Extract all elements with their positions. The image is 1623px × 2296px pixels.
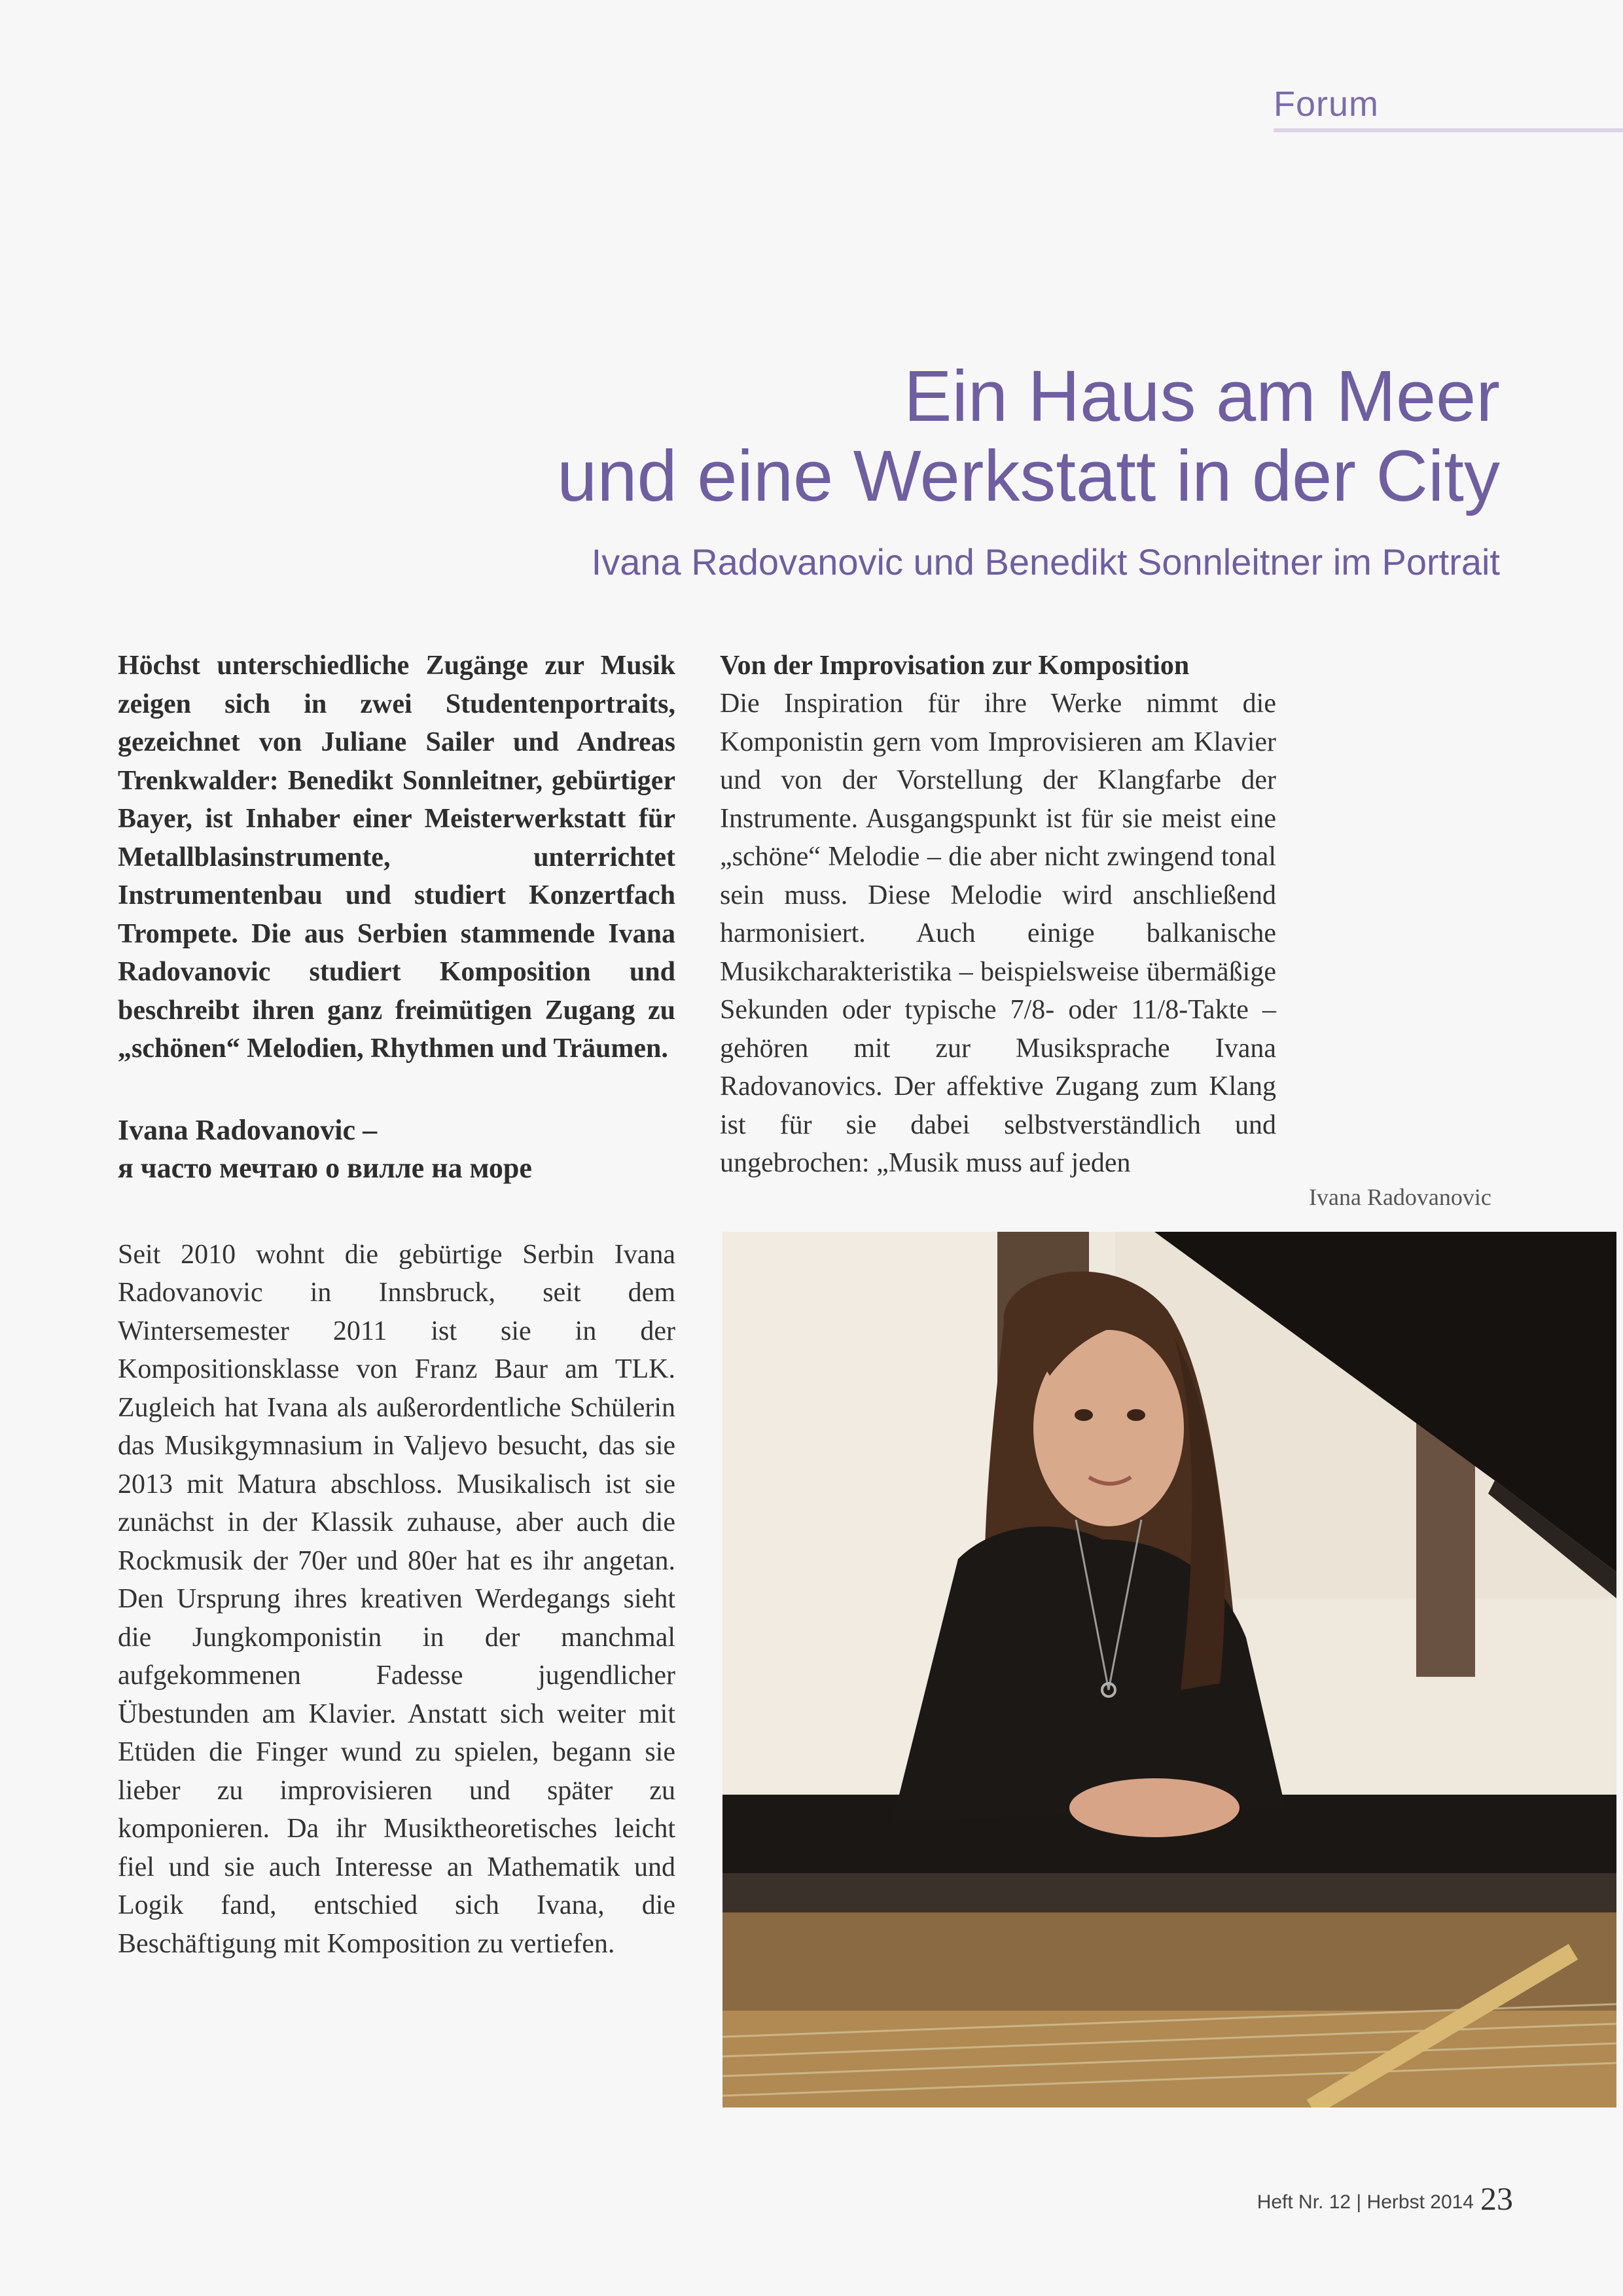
portrait-photo (722, 1232, 1616, 2108)
photo-caption: Ivana Radovanovic (1309, 1184, 1491, 1210)
section-label: Forum (1274, 84, 1380, 124)
title-line-1: Ein Haus am Meer (904, 356, 1500, 437)
issue-info: Heft Nr. 12 | Herbst 2014 (1257, 2191, 1474, 2213)
section-heading-ivana (118, 1111, 675, 1187)
article-subtitle: Ivana Radovanovic und Benedikt Sonnleitner im Portrait (591, 541, 1500, 583)
section-heading-line-1: Ivana Radovanovic – (118, 1113, 378, 1146)
lead-paragraph: Höchst unterschiedliche Zugänge zur Musik zeigen sich in zwei Studentenportraits, gezeichnet von Juliane Sailer und Andreas Trenkwalder: Benedikt Sonnleitner, gebürtiger Bayer, ist Inhaber einer Meisterwerkstatt für Metallblasinstrumente, unterrichtet Instrumentenbau und studiert Konzertfach Trompete. Die aus Serbien stammende Ivana Radovanovic studiert Komposition und beschreibt ihren ganz freimütigen Zugang zu „schönen“ Melodien, Rhythmen und Träumen. (118, 651, 675, 1064)
article-title (393, 357, 1500, 516)
page-number: 23 (1480, 2180, 1513, 2217)
title-line-2: und eine Werkstatt in der City (557, 436, 1500, 516)
body-paragraph-improvisation: Die Inspiration für ihre Werke nimmt die Komponistin gern vom Improvisieren am Klavier und von der Vorstellung der Klangfarbe der Instrumente. Ausgangspunkt ist für sie meist eine „schöne“ Melodie – die aber nicht zwingend tonal sein muss. Diese Melodie wird anschließend harmonisiert. Auch einige balkanische Musikcharakteristika – beispielsweise übermäßige Sekunden oder typische 7/8- oder 11/8-Takte – gehören mit zur Musiksprache Ivana Radovanovics. Der affektive Zugang zum Klang ist für sie dabei selbstverständlich und ungebrochen: „Musik muss auf jeden (720, 689, 1276, 1178)
body-paragraph-ivana: Seit 2010 wohnt die gebürtige Serbin Ivana Radovanovic in Innsbruck, seit dem Wintersemester 2011 ist sie in der Kompositionsklasse von Franz Baur am TLK. Zugleich hat Ivana als außerordentliche Schülerin das Musikgymnasium in Valjevo besucht, das sie 2013 mit Matura abschloss. Musikalisch ist sie zunächst in der Klassik zuhause, aber auch die Rockmusik der 70er und 80er hat es ihr angetan. Den Ursprung ihres kreativen Werdegangs sieht die Jungkomponistin in der manchmal aufgekommenen Fadesse jugendlicher Übestunden am Klavier. Anstatt sich weiter mit Etüden die Finger wund zu spielen, begann sie lieber zu improvisieren und später zu komponieren. Da ihr Musiktheoretisches leicht fiel und sie auch Interesse an Mathematik und Logik fand, entschied sich Ivana, die Beschäftigung mit Komposition zu vertiefen. (118, 1239, 675, 1959)
right-column (720, 647, 1276, 1183)
section-divider (1274, 128, 1623, 132)
section-heading-line-2: я часто мечтаю о вилле на море (118, 1151, 532, 1184)
left-column (118, 647, 675, 1963)
section-heading-improvisation: Von der Improvisation zur Komposition (720, 651, 1190, 681)
